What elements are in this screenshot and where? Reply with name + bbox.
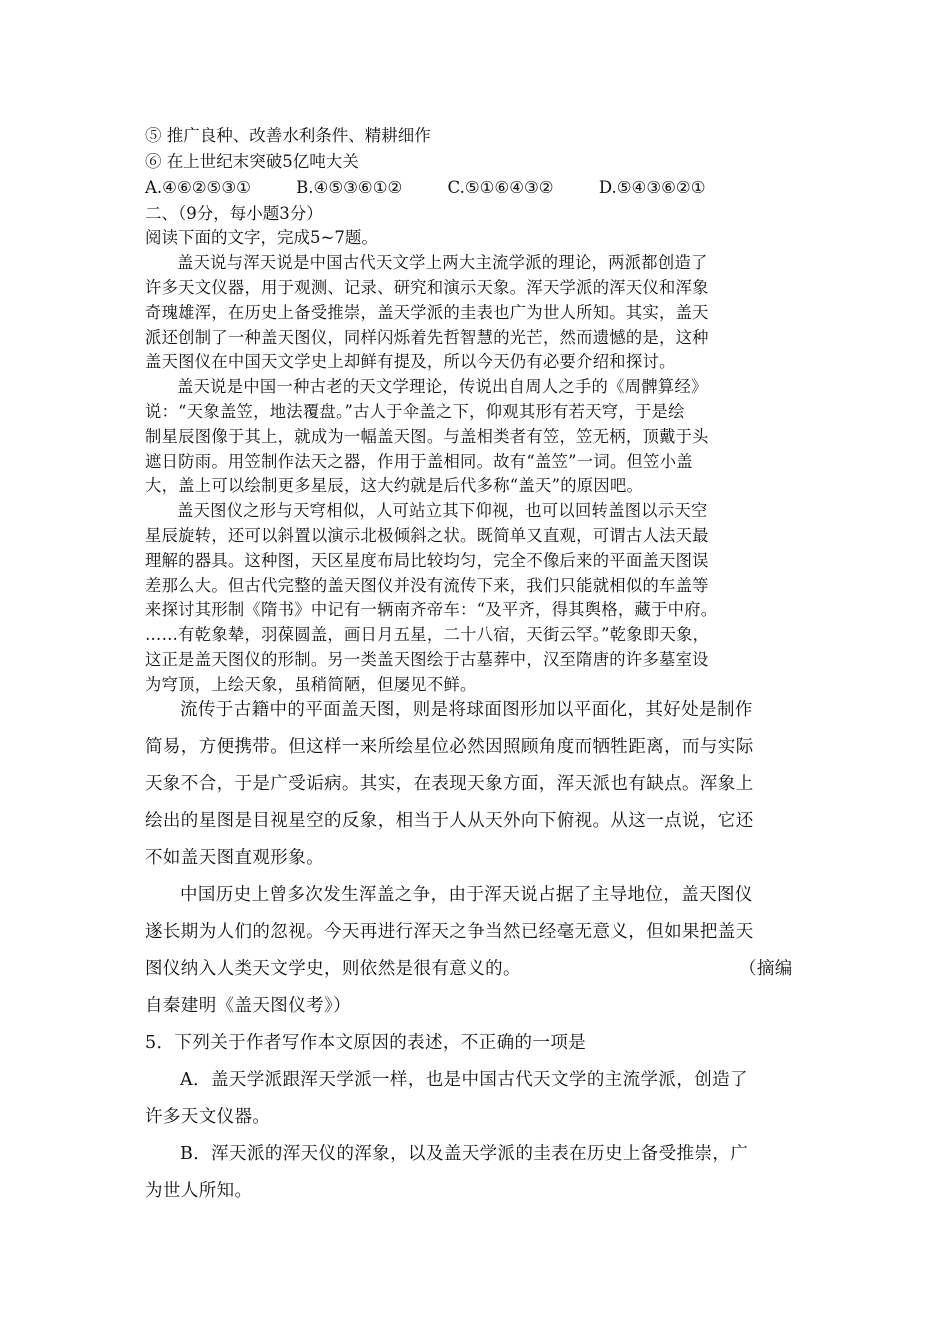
passage-p5-line: 遂长期为人们的忽视。今天再进行浑天之争当然已经毫无意义，但如果把盖天 xyxy=(145,922,754,942)
passage-p2-line: 大，盖上可以绘制更多星辰，这大约就是后代多称“盖天”的原因吧。 xyxy=(145,476,644,495)
option-a: A.④⑥②⑤③① xyxy=(145,178,251,197)
question-5-option-a-cont: 许多天文仪器。 xyxy=(145,1107,271,1127)
passage-p3-line: 来探讨其形制《隋书》中记有一辆南齐帝车：“及平齐，得其舆格，藏于中府。 xyxy=(145,600,718,619)
passage-p4-line: 绘出的星图是目视星空的反象，相当于人从天外向下俯视。从这一点说，它还 xyxy=(145,811,754,831)
passage-p4-line: 不如盖天图直观形象。 xyxy=(145,848,324,868)
passage-p3-line: ……有乾象辇，羽葆圆盖，画日月五星，二十八宿，天街云罕。”乾象即天象， xyxy=(145,625,710,644)
passage-p3-line: 为穹顶，上绘天象，虽稍简陋，但屡见不鲜。 xyxy=(145,675,477,694)
passage-p2-line: 制星辰图像于其上，就成为一幅盖天图。与盖相类者有笠，笠无柄，顶戴于头 xyxy=(145,427,709,446)
answer-options-row xyxy=(145,176,705,200)
option-d: D.⑤④③⑥②① xyxy=(598,178,706,197)
passage-p2-line: 盖天说是中国一种古老的天文学理论，传说出自周人之手的《周髀算经》 xyxy=(177,377,708,396)
section-heading: 二、（9分，每小题3分） xyxy=(145,204,323,223)
passage-p4-line: 简易，方便携带。但这样一来所绘星位必然因照顾角度而牺牲距离，而与实际 xyxy=(145,737,754,757)
passage-p3-line: 星辰旋转，还可以斜置以演示北极倾斜之状。既简单又直观，可谓古人法天最 xyxy=(145,526,709,545)
list-item-5: ⑤ 推广良种、改善水利条件、精耕细作 xyxy=(145,126,431,145)
list-item-6: ⑥ 在上世纪末突破5亿吨大关 xyxy=(145,152,359,171)
passage-p3-line: 差那么大。但古代完整的盖天图仪并没有流传下来，我们只能就相似的车盖等 xyxy=(145,576,709,595)
passage-p2-line: 说：“天象盖笠，地法覆盘。”古人于伞盖之下，仰观其形有若天穹，于是绘 xyxy=(145,402,685,421)
passage-p4-line: 流传于古籍中的平面盖天图，则是将球面图形加以平面化，其好处是制作 xyxy=(180,700,753,720)
passage-p5-line: 图仪纳入人类天文学史，则依然是很有意义的。 xyxy=(145,959,521,979)
source-note-start: （摘编 xyxy=(739,959,793,979)
passage-p3-line: 盖天图仪之形与天穹相似，人可站立其下仰视，也可以回转盖图以示天空 xyxy=(177,501,708,520)
passage-p3-line: 理解的器具。这种图，天区星度布局比较均匀，完全不像后来的平面盖天图误 xyxy=(145,551,709,570)
question-5-stem: 5．下列关于作者写作本文原因的表述，不正确的一项是 xyxy=(145,1033,587,1053)
question-5-option-a: A．盖天学派跟浑天学派一样，也是中国古代天文学的主流学派，创造了 xyxy=(180,1070,748,1090)
passage-p4-line: 天象不合，于是广受诟病。其实，在表现天象方面，浑天派也有缺点。浑象上 xyxy=(145,774,754,794)
question-5-option-b-cont: 为世人所知。 xyxy=(145,1181,253,1201)
option-c: C.⑤①⑥④③② xyxy=(447,178,554,197)
passage-p1-line: 许多天文仪器，用于观测、记录、研究和演示天象。浑天学派的浑天仪和浑象 xyxy=(145,278,709,297)
option-b: B.④⑤③⑥①② xyxy=(296,178,403,197)
passage-p1-line: 奇瑰雄浑，在历史上备受推崇，盖天学派的圭表也广为世人所知。其实，盖天 xyxy=(145,303,709,322)
section-instruction: 阅读下面的文字，完成5~7题。 xyxy=(145,228,378,247)
passage-p2-line: 遮日防雨。用笠制作法天之器，作用于盖相同。故有“盖笠”一词。但笠小盖 xyxy=(145,452,693,471)
question-5-option-b: B．浑天派的浑天仪的浑象，以及盖天学派的圭表在历史上备受推崇，广 xyxy=(180,1144,749,1164)
passage-p1-line: 盖天说与浑天说是中国古代天文学上两大主流学派的理论，两派都创造了 xyxy=(177,253,708,272)
passage-p5-line: 中国历史上曾多次发生浑盖之争，由于浑天说占据了主导地位，盖天图仪 xyxy=(180,885,753,905)
source-note-end: 自秦建明《盖天图仪考》） xyxy=(145,996,352,1016)
passage-p3-line: 这正是盖天图仪的形制。另一类盖天图绘于古墓葬中，汉至隋唐的许多墓室设 xyxy=(145,650,709,669)
passage-p1-line: 派还创制了一种盖天图仪，同样闪烁着先哲智慧的光芒，然而遗憾的是，这种 xyxy=(145,328,709,347)
passage-p1-line: 盖天图仪在中国天文学史上却鲜有提及，所以今天仍有必要介绍和探讨。 xyxy=(145,352,676,371)
